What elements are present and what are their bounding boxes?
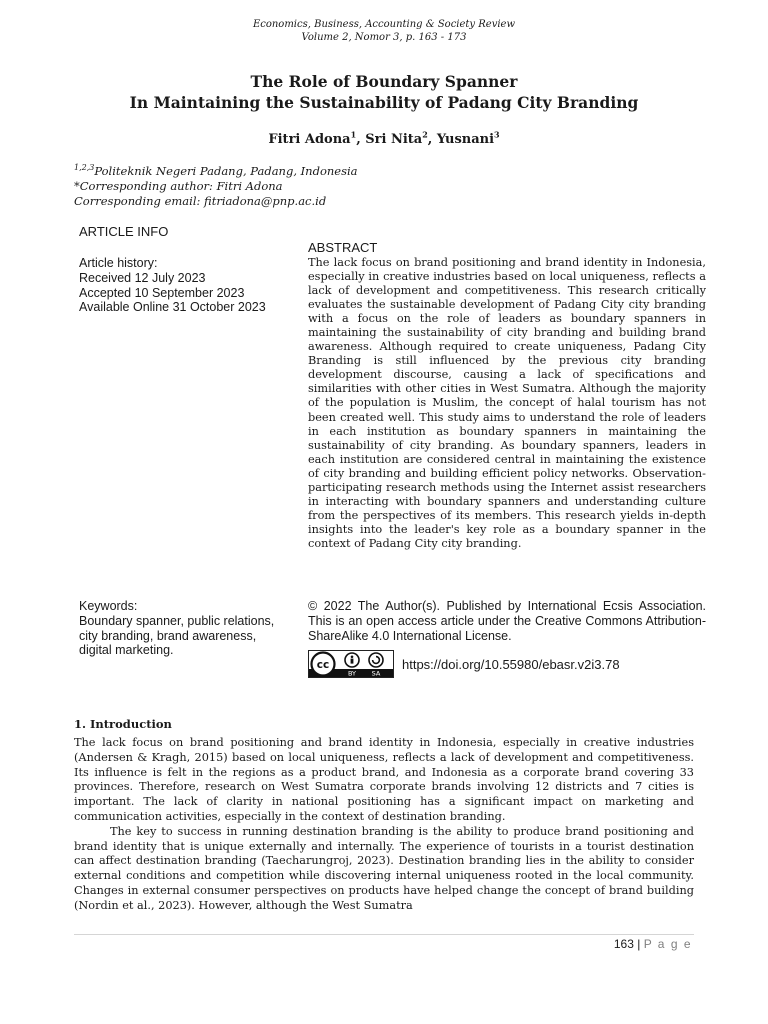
keywords-block — [79, 599, 289, 658]
doi-link[interactable]: https://doi.org/10.55980/ebasr.v2i3.78 — [402, 657, 620, 672]
author-list — [0, 129, 768, 147]
footer-separator: | — [637, 937, 641, 951]
journal-name: Economics, Business, Accounting & Society Review — [252, 19, 516, 30]
author-sup: 3 — [494, 129, 500, 140]
keywords-label: Keywords: — [79, 599, 138, 613]
page-footer — [614, 937, 692, 951]
affiliation-block — [74, 164, 358, 209]
online-date: Available Online 31 October 2023 — [79, 300, 266, 315]
author-sup: 2 — [422, 129, 428, 140]
paper-title — [0, 71, 768, 113]
title-line-1: The Role of Boundary Spanner — [250, 72, 518, 91]
article-info-heading: ARTICLE INFO — [79, 224, 169, 239]
author-name: Fitri Adona — [268, 132, 351, 147]
introduction-paragraph: The key to success in running destination branding is the ability to produce brand positioning and brand identity that is unique externally and internally. The experience of tourists in a tourist destination can affect destination branding (Taecharungroj, 2023). Destination branding lies in the ability to consider external conditions and competition while discovering internal uniqueness rooted in the local community. Changes in external consumer perspectives on products have helped change the concept of brand building (Nordin et al., 2023). However, although the West Sumatra — [74, 824, 694, 912]
article-history — [79, 256, 266, 315]
title-line-2: In Maintaining the Sustainability of Padang City Branding — [129, 93, 639, 112]
keywords-text: Boundary spanner, public relations, city branding, brand awareness, digital marketing. — [79, 613, 275, 658]
received-date: Received 12 July 2023 — [79, 270, 206, 285]
author-name: Sri Nita — [365, 132, 423, 147]
cc-by-label: BY — [347, 669, 357, 677]
abstract-text: The lack focus on brand positioning and brand identity in Indonesia, especially in creative industries based on local uniqueness, reflects a lack of development and competitiveness. This research critically evaluates the sustainable development of Padang City city branding with a focus on the role of leaders as boundary spanners in maintaining the sustainability of city branding and building brand awareness. Although required to create uniqueness, Padang City Branding is still influenced by the previous city branding development discourse, causing a lack of specifications and similarities with other cities in West Sumatra. Although the majority of the population is Muslim, the concept of halal tourism has not been created well. This study aims to understand the role of leaders in each institution as boundary spanners in maintaining the sustainability of city branding. As boundary spanners, leaders in each institution are considered central in maintaining the existence of city branding and building efficient policy networks. Observation-participating research methods using the Internet assist researchers in interacting with boundary spanners and understanding culture from the perspectives of its members. This research yields in-depth insights into the leader's key role as a boundary spanner in the context of Padang City city branding. — [308, 256, 706, 550]
corresponding-email: Corresponding email: fitriadona@pnp.ac.id — [74, 194, 327, 208]
journal-volume: Volume 2, Nomor 3, p. 163 - 173 — [301, 32, 467, 43]
cc-sa-label: SA — [371, 669, 381, 677]
cc-glyph: cc — [316, 659, 330, 671]
corresponding-author: *Corresponding author: Fitri Adona — [74, 179, 283, 193]
page-number: 163 — [613, 937, 634, 951]
journal-header — [0, 18, 768, 44]
license-text: © 2022 The Author(s). Published by International Ecsis Association. This is an open access article under the Creative Commons Attribution-ShareAlike 4.0 International License. — [308, 599, 706, 643]
accepted-date: Accepted 10 September 2023 — [79, 285, 245, 300]
introduction-body — [74, 736, 694, 914]
page-label: P a g e — [643, 937, 692, 951]
introduction-paragraph: The lack focus on brand positioning and brand identity in Indonesia, especially in creative industries (Andersen & Kragh, 2015) based on local uniqueness, reflects a lack of development and competitiveness. Its influence is felt in the regions as a product brand, and Indonesia as a corporate brand covering 33 provinces. Therefore, research on West Sumatra corporate brands involving 12 districts and 7 cities is important. The lack of clarity in national positioning has a significant impact on marketing and communication activities, especially in the context of destination branding. — [74, 736, 694, 823]
history-label: Article history: — [79, 256, 158, 270]
affiliation-sup: 1,2,3 — [74, 163, 95, 173]
cc-license-icon — [309, 651, 393, 677]
footer-divider — [74, 934, 694, 935]
cc-by-sa-badge[interactable] — [308, 650, 394, 678]
abstract-heading: ABSTRACT — [308, 240, 378, 255]
author-separator: , — [356, 132, 366, 147]
author-name: Yusnani — [436, 132, 495, 147]
author-separator: , — [427, 132, 437, 147]
section-heading-introduction: 1. Introduction — [74, 717, 172, 731]
author-sup: 1 — [350, 129, 357, 140]
affiliation-institution: Politeknik Negeri Padang, Padang, Indonesia — [94, 164, 358, 178]
